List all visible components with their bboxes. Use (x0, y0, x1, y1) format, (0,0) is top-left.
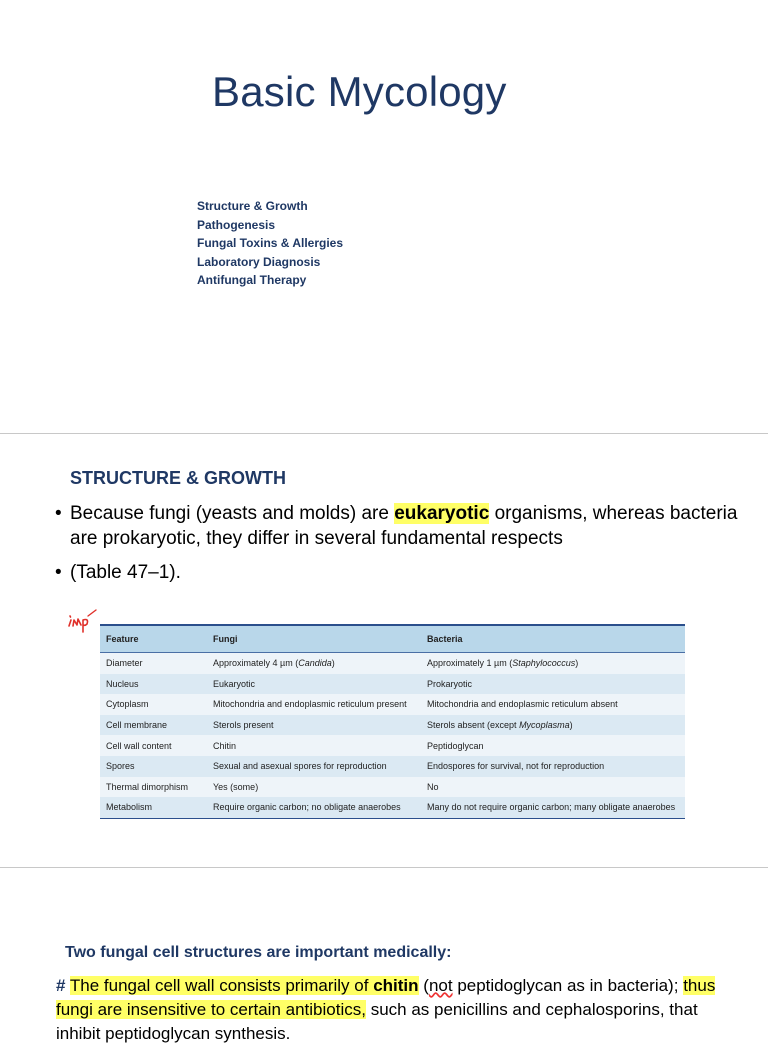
highlight-antibiotics: thus fungi are insensitive to certain antibiotics, (56, 976, 716, 1019)
slide-title (0, 0, 768, 432)
bullet-dot-icon: • (55, 562, 62, 583)
page-title: Basic Mycology (212, 68, 507, 115)
topic-item: Fungal Toxins & Allergies (197, 236, 344, 251)
slide-subheading: Two fungal cell structures are important medically: (65, 944, 452, 961)
table-cell: Approximately 1 µm (Staphylococcus) (421, 653, 685, 674)
topics-list (197, 197, 343, 290)
table-cell: Peptidoglycan (421, 735, 685, 756)
topic-item: Pathogenesis (197, 217, 276, 232)
table-cell: Sterols present (207, 715, 421, 736)
table-cell: No (421, 777, 685, 798)
table-cell: Spores (100, 756, 207, 777)
table-cell: Diameter (100, 653, 207, 674)
slide-cell-structures (0, 868, 768, 1043)
column-header: Fungi (207, 625, 421, 653)
table-cell: Approximately 4 µm (Candida) (207, 653, 421, 674)
underlined-not: not (428, 976, 453, 995)
slide-structure-growth (0, 434, 768, 866)
table-row (100, 715, 685, 736)
topic-item: Antifungal Therapy (197, 273, 307, 288)
table-cell: Chitin (207, 735, 421, 756)
table-cell: Sterols absent (except Mycoplasma) (421, 715, 685, 736)
table-cell: Mitochondria and endoplasmic reticulum present (207, 694, 421, 715)
paragraph-text: such as penicillins and cephalosporins, that inhibit peptidoglycan synthesis. (56, 1000, 698, 1043)
table-row (100, 756, 685, 777)
bullet-text: organisms, whereas bacteria are prokaryotic, they differ in several fundamental respects (70, 503, 738, 549)
table-cell: Yes (some) (207, 777, 421, 798)
table-row (100, 735, 685, 756)
bullet-text: (Table 47–1). (70, 562, 181, 583)
bullet-eukaryotic (55, 501, 760, 551)
table-cell: Prokaryotic (421, 674, 685, 695)
table-cell: Sexual and asexual spores for reproduction (207, 756, 421, 777)
highlight-cell-wall: The fungal cell wall consists primarily of chitin (69, 976, 419, 995)
highlight-eukaryotic: eukaryotic (394, 503, 490, 524)
table-row (100, 653, 685, 674)
table-row (100, 777, 685, 798)
topic-item: Laboratory Diagnosis (197, 254, 321, 269)
bullet-dot-icon: • (55, 503, 62, 524)
table-cell: Cell wall content (100, 735, 207, 756)
table-cell: Thermal dimorphism (100, 777, 207, 798)
table-cell: Mitochondria and endoplasmic reticulum absent (421, 694, 685, 715)
paragraph-text: peptidoglycan as in bacteria); (457, 976, 679, 995)
table-cell: Nucleus (100, 674, 207, 695)
table-header-row (100, 625, 685, 653)
table-cell: Require organic carbon; no obligate anaerobes (207, 797, 421, 818)
table-cell: Metabolism (100, 797, 207, 818)
table-cell: Cytoplasm (100, 694, 207, 715)
table-cell: Cell membrane (100, 715, 207, 736)
column-header: Feature (100, 625, 207, 653)
comparison-table (100, 624, 685, 819)
table-row (100, 797, 685, 818)
table-cell: Many do not require organic carbon; many obligate anaerobes (421, 797, 685, 818)
table-row (100, 674, 685, 695)
table-cell: Endospores for survival, not for reproduction (421, 756, 685, 777)
cell-wall-paragraph: # The fungal cell wall consists primarily of chitin (not peptidoglycan as in bacteria); thus fungi are insensitive to certain antibiotics, such as penicillins and cephalosporins, that inhibit peptidoglycan synthesis. (56, 976, 716, 1043)
handwritten-imp-annotation (66, 606, 100, 634)
bullet-table-ref (55, 560, 181, 585)
section-title: STRUCTURE & GROWTH (70, 468, 286, 488)
bullet-text: Because fungi (yeasts and molds) are (70, 503, 389, 524)
table-cell: Eukaryotic (207, 674, 421, 695)
hash-marker: # (56, 976, 66, 995)
column-header: Bacteria (421, 625, 685, 653)
table-row (100, 694, 685, 715)
topic-item: Structure & Growth (197, 199, 308, 213)
